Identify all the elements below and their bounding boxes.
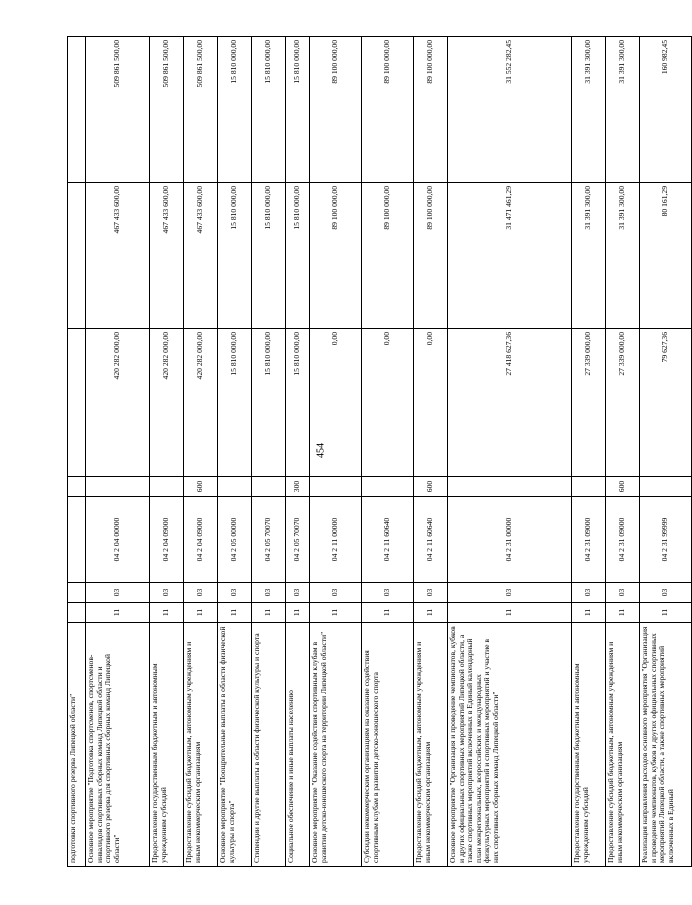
row-name: Предоставление субсидий бюджетным, автономным учреждениям и иным некоммерческим организациям	[606, 623, 640, 867]
cell-amount-2: 467 433 600,00	[86, 183, 150, 329]
table-row	[68, 37, 86, 867]
cell-amount-2: 467 433 600,00	[184, 183, 218, 329]
row-name: Предоставление государственным бюджетным и автономным учреждениям субсидий	[572, 623, 606, 867]
table-row	[86, 37, 150, 867]
cell-amount-2: 31 391 300,00	[606, 183, 640, 329]
row-name: Субсидии некоммерческим организациям на оказание содействия спортивным клубам в развитии детско-юношеского спорта	[362, 623, 414, 867]
cell-amount-3	[68, 37, 86, 183]
table-row	[606, 37, 640, 867]
cell-amount-1: 15 810 000,00	[252, 329, 286, 477]
cell-amount-1: 15 810 000,00	[218, 329, 252, 477]
cell-amount-2: 80 161,29	[640, 183, 692, 329]
table-row	[218, 37, 252, 867]
cell-amount-1: 27 339 000,00	[606, 329, 640, 477]
cell-target-article: 04 2 31 00000	[448, 497, 572, 583]
cell-amount-1: 27 418 627,36	[448, 329, 572, 477]
row-name: Предоставление субсидий бюджетным, автономным учреждениям и иным некоммерческим организациям	[414, 623, 448, 867]
cell-amount-1: 0,00	[362, 329, 414, 477]
cell-section: 03	[362, 583, 414, 603]
cell-amount-1: 27 339 000,00	[572, 329, 606, 477]
cell-amount-2	[68, 183, 86, 329]
cell-amount-2: 89 100 000,00	[310, 183, 362, 329]
cell-section: 03	[184, 583, 218, 603]
cell-section: 03	[86, 583, 150, 603]
cell-amount-1: 420 282 000,00	[184, 329, 218, 477]
row-name: Основное мероприятие "Подготовка спортсменов, спортсменов-инвалидов спортивных сборных команд Липецкой области и спортивного резерва для спортивных сборных команд Липецкой области"	[86, 623, 150, 867]
cell-ved: 11	[606, 603, 640, 623]
cell-expense-type: 600	[606, 477, 640, 497]
cell-ved: 11	[362, 603, 414, 623]
cell-target-article: 04 2 11 60640	[362, 497, 414, 583]
cell-expense-type	[86, 477, 150, 497]
cell-ved: 11	[184, 603, 218, 623]
cell-amount-2: 15 810 000,00	[218, 183, 252, 329]
cell-ved: 11	[640, 603, 692, 623]
cell-amount-3: 509 861 500,00	[86, 37, 150, 183]
table-row	[310, 37, 362, 867]
cell-target-article: 04 2 31 09000	[606, 497, 640, 583]
cell-amount-3: 31 391 300,00	[572, 37, 606, 183]
table-row	[572, 37, 606, 867]
row-name: Предоставление государственным бюджетным и автономным учреждениям субсидий	[150, 623, 184, 867]
table-row	[184, 37, 218, 867]
cell-ved: 11	[572, 603, 606, 623]
table-row	[150, 37, 184, 867]
cell-section: 03	[448, 583, 572, 603]
cell-ved: 11	[414, 603, 448, 623]
cell-amount-3: 89 100 000,00	[362, 37, 414, 183]
cell-amount-2: 89 100 000,00	[362, 183, 414, 329]
cell-target-article: 04 2 04 00000	[86, 497, 150, 583]
row-name: Реализация направления расходов основного мероприятия "Организация и проведение чемпионатов, кубков и других официальных спортивных мероприятий Липецкой области, а также спортивных мероприятий включенных в Единый	[640, 623, 692, 867]
cell-amount-1: 420 282 000,00	[86, 329, 150, 477]
table-row	[286, 37, 310, 867]
cell-ved: 11	[150, 603, 184, 623]
cell-amount-3: 509 861 500,00	[184, 37, 218, 183]
cell-ved: 11	[310, 603, 362, 623]
cell-section: 03	[286, 583, 310, 603]
table-row	[448, 37, 572, 867]
cell-section	[68, 583, 86, 603]
cell-amount-2: 31 471 461,29	[448, 183, 572, 329]
cell-target-article: 04 2 11 00000	[310, 497, 362, 583]
cell-target-article: 04 2 05 70070	[252, 497, 286, 583]
cell-target-article: 04 2 05 00000	[218, 497, 252, 583]
row-name: Основное мероприятие "Оказание содействия спортивным клубам в развитии детско-юношеского спорта на территории Липецкой области"	[310, 623, 362, 867]
cell-target-article	[68, 497, 86, 583]
cell-section: 03	[414, 583, 448, 603]
cell-target-article: 04 2 04 09000	[184, 497, 218, 583]
cell-expense-type	[218, 477, 252, 497]
cell-expense-type: 300	[286, 477, 310, 497]
cell-expense-type	[252, 477, 286, 497]
cell-expense-type	[150, 477, 184, 497]
cell-section: 03	[310, 583, 362, 603]
cell-expense-type	[310, 477, 362, 497]
cell-ved: 11	[448, 603, 572, 623]
cell-expense-type	[362, 477, 414, 497]
cell-amount-1	[68, 329, 86, 477]
cell-amount-3: 31 391 300,00	[606, 37, 640, 183]
table-row	[414, 37, 448, 867]
cell-amount-1: 0,00	[414, 329, 448, 477]
page-number: 454	[315, 443, 327, 458]
cell-amount-3: 31 552 282,45	[448, 37, 572, 183]
cell-ved: 11	[252, 603, 286, 623]
cell-amount-1: 15 810 000,00	[286, 329, 310, 477]
cell-section: 03	[252, 583, 286, 603]
cell-amount-3: 15 810 000,00	[252, 37, 286, 183]
cell-amount-2: 15 810 000,00	[252, 183, 286, 329]
row-name: подготовки спортивного резерва Липецкой области"	[68, 623, 86, 867]
cell-target-article: 04 2 05 70070	[286, 497, 310, 583]
row-name: Предоставление субсидий бюджетным, автономным учреждениям и иным некоммерческим организациям	[184, 623, 218, 867]
cell-section: 03	[640, 583, 692, 603]
row-name: Основное мероприятие "Поощрительные выплаты в области физической культуры и спорта"	[218, 623, 252, 867]
cell-amount-3: 509 861 500,00	[150, 37, 184, 183]
cell-expense-type	[68, 477, 86, 497]
cell-amount-3: 160 982,45	[640, 37, 692, 183]
table-row	[640, 37, 692, 867]
cell-expense-type: 600	[414, 477, 448, 497]
cell-amount-1: 79 627,36	[640, 329, 692, 477]
cell-target-article: 04 2 31 99999	[640, 497, 692, 583]
cell-amount-2: 15 810 000,00	[286, 183, 310, 329]
table-row	[252, 37, 286, 867]
cell-section: 03	[150, 583, 184, 603]
rotated-table-container	[67, 37, 675, 867]
cell-amount-3: 15 810 000,00	[218, 37, 252, 183]
cell-target-article: 04 2 04 09000	[150, 497, 184, 583]
table-row	[362, 37, 414, 867]
cell-ved: 11	[286, 603, 310, 623]
cell-amount-1: 0,00	[310, 329, 362, 477]
cell-amount-1: 420 282 000,00	[150, 329, 184, 477]
cell-target-article: 04 2 11 60640	[414, 497, 448, 583]
cell-section: 03	[572, 583, 606, 603]
cell-amount-3: 89 100 000,00	[414, 37, 448, 183]
cell-ved: 11	[86, 603, 150, 623]
row-name: Стипендии и другие выплаты в области физической культуры и спорта	[252, 623, 286, 867]
cell-expense-type	[572, 477, 606, 497]
cell-expense-type	[640, 477, 692, 497]
cell-amount-2: 31 391 300,00	[572, 183, 606, 329]
cell-amount-2: 89 100 000,00	[414, 183, 448, 329]
cell-section: 03	[606, 583, 640, 603]
budget-table	[67, 36, 692, 867]
row-name: Социальное обеспечение и иные выплаты населению	[286, 623, 310, 867]
cell-target-article: 04 2 31 09000	[572, 497, 606, 583]
cell-amount-3: 15 810 000,00	[286, 37, 310, 183]
cell-expense-type: 600	[184, 477, 218, 497]
cell-amount-3: 89 100 000,00	[310, 37, 362, 183]
cell-amount-2: 467 433 600,00	[150, 183, 184, 329]
row-name: Основное мероприятие "Организация и проведение чемпионатов, кубков и других официальных спортивных мероприятий Липецкой области, а также спортивных мероприятий включенных в Единый календарный план межрегиональных, всероссийских и международных физкультурных мероприятий и спортивных мероприятий и участие в них спортивных сборных команд Липецкой области"	[448, 623, 572, 867]
cell-section: 03	[218, 583, 252, 603]
cell-ved	[68, 603, 86, 623]
cell-ved: 11	[218, 603, 252, 623]
cell-expense-type	[448, 477, 572, 497]
